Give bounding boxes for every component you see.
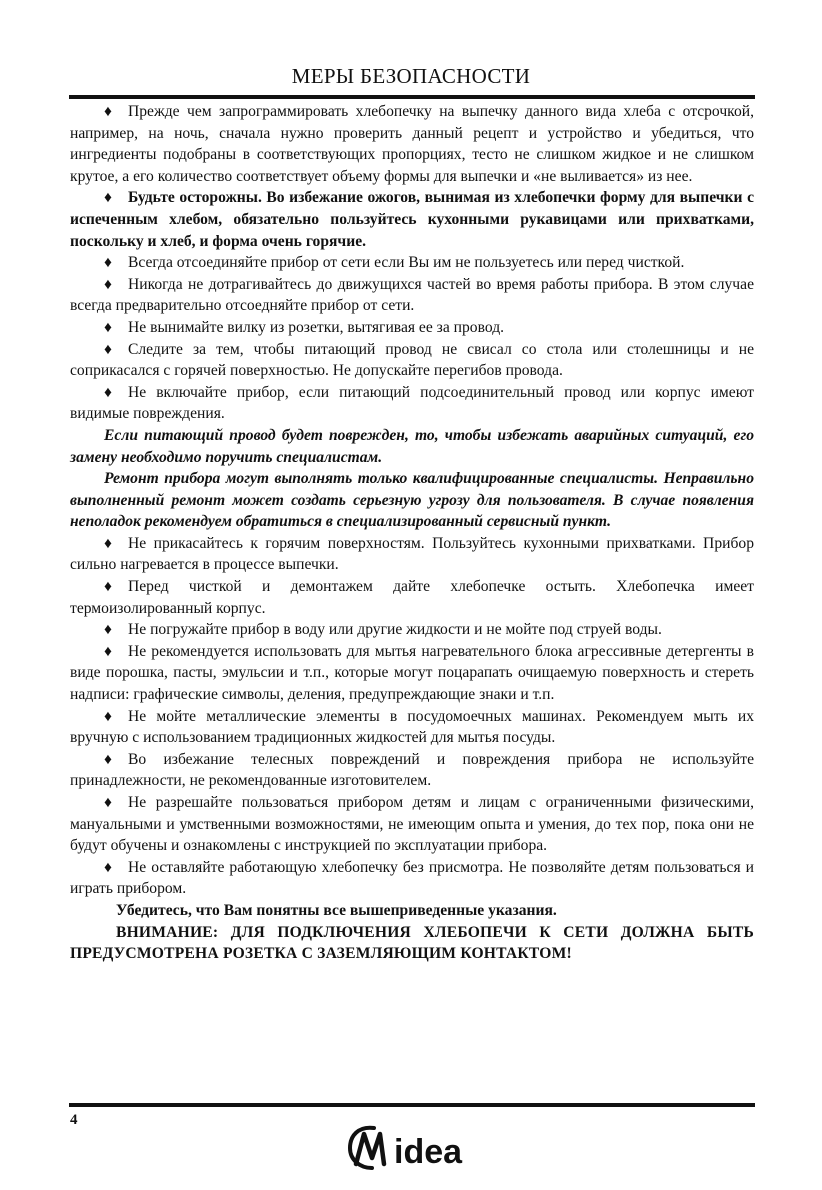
logo-wordmark: idea — [394, 1133, 463, 1171]
bullet-diamond-icon: ♦ — [104, 340, 112, 358]
paragraph: ♦ Следите за тем, чтобы питающий провод не свисал со стола или столешницы и не соприкасался с горячей поверхностью. Не допускайте перегибов провода. — [70, 340, 754, 380]
bullet-diamond-icon: ♦ — [104, 642, 112, 660]
paragraph: ♦ Не рекомендуется использовать для мытья нагревательного блока агрессивные детергенты в виде порошка, пасты, эмульсии и т.п., которые могут поцарапать очищаемую поверхность и стереть надписи: графические символы, деления, предупреждающие знаки и т.п. — [70, 642, 754, 704]
bullet-diamond-icon: ♦ — [104, 254, 112, 272]
paragraph: ♦ Не оставляйте работающую хлебопечку без присмотра. Не позволяйте детям пользоваться и играть прибором. — [70, 858, 754, 898]
bullet-diamond-icon: ♦ — [104, 534, 112, 552]
paragraph: ♦ Не погружайте прибор в воду или другие жидкости и не мойте под струей воды. — [70, 619, 754, 641]
footer-rule — [69, 1103, 755, 1107]
paragraph: ♦ Никогда не дотрагивайтесь до движущихся частей во время работы прибора. В этом случае всегда предварительно отсоедняйте прибор от сети. — [70, 275, 754, 315]
safety-text — [70, 101, 754, 965]
midea-swirl-icon — [350, 1128, 384, 1168]
bullet-diamond-icon: ♦ — [104, 858, 112, 876]
bullet-diamond-icon: ♦ — [104, 794, 112, 811]
paragraph-confirmation: Убедитесь, что Вам понятны все вышеприведенные указания. — [116, 901, 557, 919]
bullet-diamond-icon: ♦ — [104, 318, 112, 336]
paragraph-repair-warning: Ремонт прибора могут выполнять только квалифицированные специалисты. Неправильно выполненный ремонт может создать серьезную угрозу для пользователя. В случае появления неполадок рекомендуем обратиться в специализированный сервисный пункт. — [70, 470, 754, 531]
bullet-diamond-icon: ♦ — [104, 621, 112, 639]
paragraph-grounding-warning: ВНИМАНИЕ: ДЛЯ ПОДКЛЮЧЕНИЯ ХЛЕБОПЕЧИ К СЕТИ ДОЛЖНА БЫТЬ ПРЕДУСМОТРЕНА РОЗЕТКА С ЗАЗЕМЛЯЮЩИМ КОНТАКТОМ! — [70, 923, 754, 963]
paragraph: ♦ Не вынимайте вилку из розетки, вытягивая ее за провод. — [70, 317, 754, 339]
bullet-diamond-icon: ♦ — [104, 275, 112, 293]
paragraph: ♦ Не включайте прибор, если питающий подсоединительный провод или корпус имеют видимые повреждения. — [70, 383, 754, 423]
midea-logo — [344, 1120, 484, 1172]
bullet-diamond-icon: ♦ — [104, 707, 112, 725]
paragraph: ♦ Во избежание телесных повреждений и повреждения прибора не используйте принадлежности, не рекомендованные изготовителем. — [70, 750, 754, 790]
bullet-diamond-icon: ♦ — [104, 578, 112, 596]
paragraph: ♦ Перед чисткой и демонтажем дайте хлебопечке остыть. Хлебопечка имеет термоизолированный корпус. — [70, 578, 754, 617]
paragraph-warning-bold: ♦ Будьте осторожны. Во избежание ожогов, вынимая из хлебопечки форму для выпечки с испеченным хлебом, обязательно пользуйтесь кухонными рукавицами или прихватками, поскольку и хлеб, и форма очень горячие. — [70, 189, 754, 250]
paragraph: ♦ Прежде чем запрограммировать хлебопечку на выпечку данного вида хлеба с отсрочкой, например, на ночь, сначала нужно проверить данный рецепт и устройство и убедиться, что ингредиенты подобраны в соответствующих пропорциях, тесто не слишком жидкое и не слишком крутое, а его количество соответствует объему формы для выпечки и «не выливается» из нее. — [70, 103, 754, 185]
paragraph-cord-warning: Если питающий провод будет поврежден, то, чтобы избежать аварийных ситуаций, его замену необходимо поручить специалистам. — [70, 426, 754, 466]
paragraph: ♦ Не мойте металлические элементы в посудомоечных машинах. Рекомендуем мыть их вручную с использованием традиционных жидкостей для мытья посуды. — [70, 707, 754, 747]
bullet-diamond-icon: ♦ — [104, 189, 112, 207]
bullet-diamond-icon: ♦ — [104, 103, 112, 120]
header-rule — [69, 95, 755, 99]
paragraph: ♦ Всегда отсоединяйте прибор от сети если Вы им не пользуетесь или перед чисткой. — [70, 252, 754, 274]
paragraph: ♦ Не разрешайте пользоваться прибором детям и лицам с ограниченными физическими, мануальными и умственными возможностями, не имеющим опыта и умения, до тех пор, пока они не будут обучены и ознакомлены с инструкцией по эксплуатации прибора. — [70, 794, 754, 855]
page-number: 4 — [70, 1112, 78, 1128]
page-title: МЕРЫ БЕЗОПАСНОСТИ — [291, 64, 531, 88]
paragraph: ♦ Не прикасайтесь к горячим поверхностям. Пользуйтесь кухонными прихватками. Прибор сильно нагревается в процессе выпечки. — [70, 534, 754, 574]
bullet-diamond-icon: ♦ — [104, 750, 112, 768]
bullet-diamond-icon: ♦ — [104, 383, 112, 401]
